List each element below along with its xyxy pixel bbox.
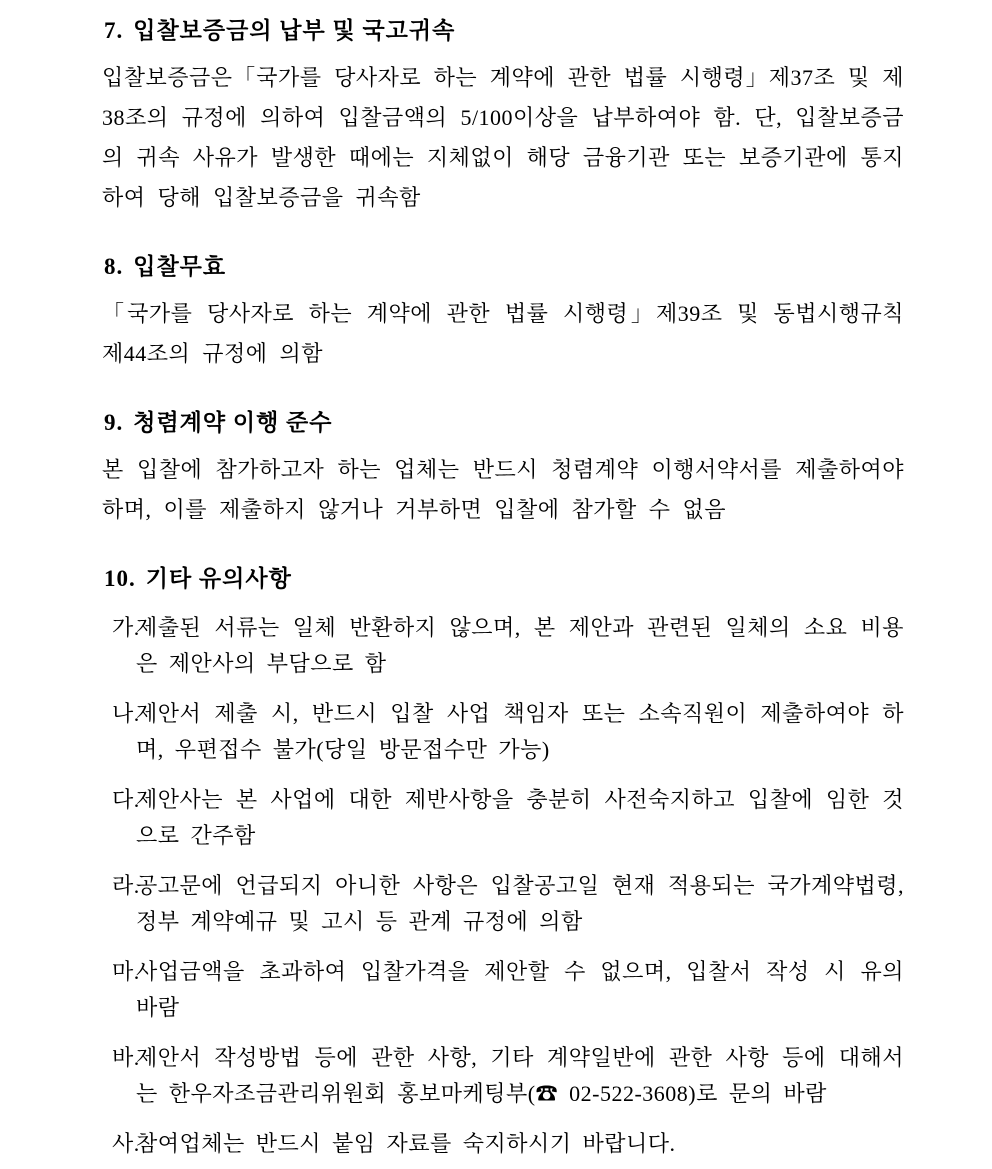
- section-heading: [104, 16, 904, 46]
- section-10-other-notes: [100, 564, 904, 1162]
- list-item-label: 라.: [112, 873, 140, 898]
- section-title: 입찰보증금의 납부 및 국고귀속: [133, 18, 456, 43]
- list-item-na: [100, 696, 904, 768]
- list-item-sa: [100, 1126, 904, 1162]
- section-8-bid-invalidity: [100, 252, 904, 374]
- section-number: 9.: [104, 410, 124, 435]
- section-title: 기타 유의사항: [145, 566, 292, 591]
- section-paragraph: 본 입찰에 참가하고자 하는 업체는 반드시 청렴계약 이행서약서를 제출하여야 하며, 이를 제출하지 않거나 거부하면 입찰에 참가할 수 없음: [102, 457, 904, 522]
- section-title: 청렴계약 이행 준수: [133, 410, 333, 435]
- list-item-text: 제안서 제출 시, 반드시 입찰 사업 책임자 또는 소속직원이 제출하여야 하며, 우편접수 불가(당일 방문접수만 가능): [136, 701, 904, 762]
- list-item-label: 다.: [112, 787, 140, 812]
- section-heading: [104, 408, 904, 438]
- list-item-text: 제안사는 본 사업에 대한 제반사항을 충분히 사전숙지하고 입찰에 임한 것으로 간주함: [136, 787, 904, 848]
- section-heading: [104, 252, 904, 282]
- section-title: 입찰무효: [133, 254, 227, 279]
- notes-list: [100, 610, 904, 1162]
- list-item-text: 제안서 작성방법 등에 관한 사항, 기타 계약일반에 관한 사항 등에 대해서는 한우자조금관리위원회 홍보마케팅부(☎ 02-522-3608)로 문의 바람: [136, 1045, 904, 1106]
- list-item-text: 공고문에 언급되지 아니한 사항은 입찰공고일 현재 적용되는 국가계약법령, 정부 계약예규 및 고시 등 관계 규정에 의함: [136, 873, 904, 934]
- list-item-text: 참여업체는 반드시 붙임 자료를 숙지하시기 바랍니다.: [136, 1131, 676, 1156]
- list-item-label: 바.: [112, 1045, 140, 1070]
- list-item-ba-contact: [100, 1040, 904, 1112]
- list-item-label: 마.: [112, 959, 140, 984]
- section-heading: [104, 564, 904, 594]
- list-item-text: 사업금액을 초과하여 입찰가격을 제안할 수 없으며, 입찰서 작성 시 유의 바람: [136, 959, 904, 1020]
- list-item-ma: [100, 954, 904, 1026]
- list-item-text: 제출된 서류는 일체 반환하지 않으며, 본 제안과 관련된 일체의 소요 비용은 제안사의 부담으로 함: [136, 615, 904, 676]
- section-paragraph: 입찰보증금은「국가를 당사자로 하는 계약에 관한 법률 시행령」제37조 및 제38조의 규정에 의하여 입찰금액의 5/100이상을 납부하여야 함. 단, 입찰보증금의 귀속 사유가 발생한 때에는 지체없이 해당 금융기관 또는 보증기관에 통지하여 당해 입찰보증금을 귀속함: [102, 65, 904, 210]
- list-item-da: [100, 782, 904, 854]
- section-7-bid-bond: [100, 16, 904, 218]
- section-number: 10.: [104, 566, 136, 591]
- section-9-integrity-pact: [100, 408, 904, 530]
- section-number: 8.: [104, 254, 124, 279]
- list-item-label: 사.: [112, 1131, 140, 1156]
- section-number: 7.: [104, 18, 124, 43]
- list-item-ga: [100, 610, 904, 682]
- list-item-ra: [100, 868, 904, 940]
- list-item-label: 나.: [112, 701, 140, 726]
- list-item-label: 가.: [112, 615, 140, 640]
- section-paragraph: 「국가를 당사자로 하는 계약에 관한 법률 시행령」제39조 및 동법시행규칙 제44조의 규정에 의함: [102, 301, 904, 366]
